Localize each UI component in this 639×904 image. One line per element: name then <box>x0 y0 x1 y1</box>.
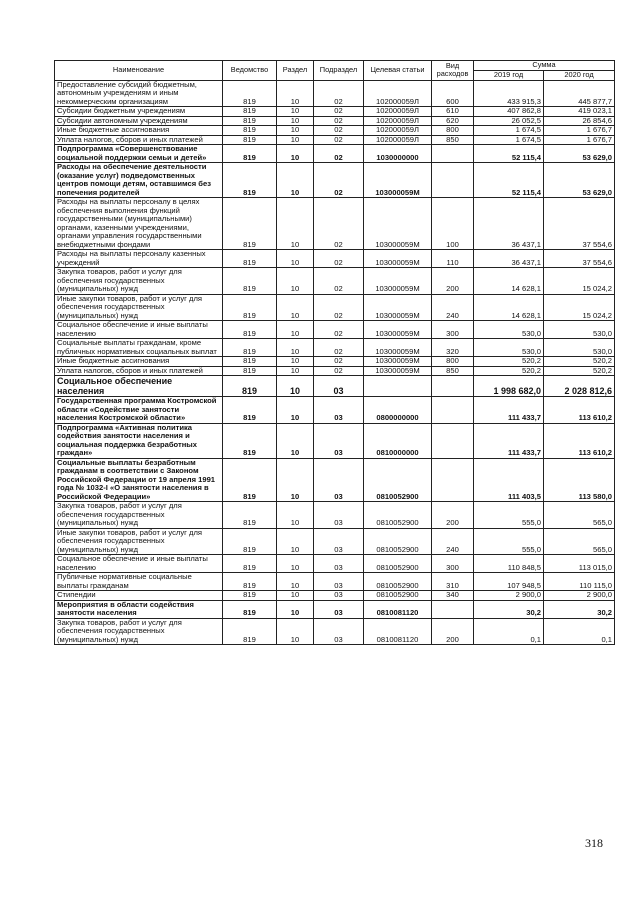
row-subsection: 03 <box>314 502 364 529</box>
row-amount-2019: 14 628,1 <box>474 294 544 321</box>
row-section: 10 <box>277 321 314 339</box>
row-amount-2020: 26 854,6 <box>544 116 615 126</box>
row-subsection: 02 <box>314 250 364 268</box>
row-expense-type: 800 <box>432 357 474 367</box>
row-section: 10 <box>277 145 314 163</box>
row-amount-2019: 52 115,4 <box>474 145 544 163</box>
row-subsection: 03 <box>314 423 364 458</box>
row-name: Социальные выплаты гражданам, кроме публичных нормативных социальных выплат <box>55 339 223 357</box>
row-section: 10 <box>277 618 314 645</box>
row-target-item: 0810052900 <box>364 502 432 529</box>
row-name: Расходы на обеспечение деятельности (оказание услуг) подведомственных центров помощи детям, оставшимся без попечения родителей <box>55 163 223 198</box>
row-amount-2019: 52 115,4 <box>474 163 544 198</box>
row-amount-2019: 111 433,7 <box>474 397 544 424</box>
row-name: Закупка товаров, работ и услуг для обеспечения государственных (муниципальных) нужд <box>55 618 223 645</box>
table-row <box>55 591 615 601</box>
row-subsection: 02 <box>314 198 364 250</box>
row-name: Мероприятия в области содействия занятости населения <box>55 600 223 618</box>
row-subsection: 03 <box>314 376 364 397</box>
row-amount-2020: 445 877,7 <box>544 80 615 107</box>
row-name: Закупка товаров, работ и услуг для обеспечения государственных (муниципальных) нужд <box>55 502 223 529</box>
row-subsection: 02 <box>314 321 364 339</box>
page-number: 318 <box>585 836 603 850</box>
row-target-item: 103000059М <box>364 268 432 295</box>
row-target-item: 102000059Л <box>364 116 432 126</box>
row-name: Социальные выплаты безработным гражданам в соответствии с Законом Российской Федерации от 19 апреля 1991 года № 1032-I «О занятости населения в Российской Федерации» <box>55 458 223 502</box>
table-row <box>55 268 615 295</box>
row-department: 819 <box>223 555 277 573</box>
row-amount-2020: 15 024,2 <box>544 294 615 321</box>
row-expense-type <box>432 145 474 163</box>
row-section: 10 <box>277 600 314 618</box>
row-section: 10 <box>277 339 314 357</box>
table-row <box>55 135 615 145</box>
header-year-2020: 2020 год <box>544 71 615 81</box>
row-section: 10 <box>277 198 314 250</box>
table-row <box>55 366 615 376</box>
row-department: 819 <box>223 423 277 458</box>
row-subsection: 03 <box>314 555 364 573</box>
row-name: Иные бюджетные ассигнования <box>55 126 223 136</box>
row-subsection: 02 <box>314 163 364 198</box>
table-row <box>55 80 615 107</box>
row-subsection: 03 <box>314 528 364 555</box>
row-amount-2019: 555,0 <box>474 502 544 529</box>
table-row <box>55 618 615 645</box>
row-amount-2020: 110 115,0 <box>544 573 615 591</box>
header-target-item: Целевая статьи <box>364 61 432 81</box>
row-expense-type: 300 <box>432 555 474 573</box>
row-department: 819 <box>223 573 277 591</box>
row-expense-type: 110 <box>432 250 474 268</box>
row-target-item: 103000059М <box>364 339 432 357</box>
row-amount-2020: 530,0 <box>544 321 615 339</box>
row-section: 10 <box>277 163 314 198</box>
row-department: 819 <box>223 145 277 163</box>
row-amount-2019: 107 948,5 <box>474 573 544 591</box>
row-name: Закупка товаров, работ и услуг для обеспечения государственных (муниципальных) нужд <box>55 268 223 295</box>
row-section: 10 <box>277 423 314 458</box>
row-section: 10 <box>277 502 314 529</box>
header-year-2019: 2019 год <box>474 71 544 81</box>
row-amount-2020: 53 629,0 <box>544 145 615 163</box>
row-subsection: 03 <box>314 458 364 502</box>
row-department: 819 <box>223 268 277 295</box>
row-amount-2020: 419 023,1 <box>544 107 615 117</box>
row-subsection: 02 <box>314 294 364 321</box>
row-department: 819 <box>223 600 277 618</box>
row-amount-2019: 30,2 <box>474 600 544 618</box>
row-amount-2020: 113 610,2 <box>544 423 615 458</box>
row-target-item: 102000059Л <box>364 126 432 136</box>
budget-table <box>54 60 615 645</box>
table-row <box>55 145 615 163</box>
row-target-item <box>364 376 432 397</box>
row-section: 10 <box>277 573 314 591</box>
row-name: Стипендии <box>55 591 223 601</box>
row-amount-2019: 555,0 <box>474 528 544 555</box>
row-target-item: 0810052900 <box>364 573 432 591</box>
row-expense-type: 340 <box>432 591 474 601</box>
row-expense-type: 320 <box>432 339 474 357</box>
row-department: 819 <box>223 376 277 397</box>
row-expense-type: 310 <box>432 573 474 591</box>
row-name: Социальное обеспечение населения <box>55 376 223 397</box>
row-amount-2019: 111 403,5 <box>474 458 544 502</box>
row-department: 819 <box>223 321 277 339</box>
row-expense-type <box>432 376 474 397</box>
row-section: 10 <box>277 116 314 126</box>
row-target-item: 0800000000 <box>364 397 432 424</box>
row-name: Государственная программа Костромской области «Содействие занятости населения Костромской области» <box>55 397 223 424</box>
row-subsection: 02 <box>314 107 364 117</box>
row-amount-2020: 113 015,0 <box>544 555 615 573</box>
table-row <box>55 163 615 198</box>
table-row <box>55 397 615 424</box>
row-section: 10 <box>277 294 314 321</box>
row-expense-type: 850 <box>432 135 474 145</box>
row-department: 819 <box>223 357 277 367</box>
row-amount-2019: 26 052,5 <box>474 116 544 126</box>
row-department: 819 <box>223 107 277 117</box>
row-department: 819 <box>223 502 277 529</box>
row-subsection: 03 <box>314 600 364 618</box>
row-target-item: 103000059М <box>364 163 432 198</box>
row-department: 819 <box>223 339 277 357</box>
row-department: 819 <box>223 294 277 321</box>
row-expense-type <box>432 397 474 424</box>
table-row <box>55 357 615 367</box>
row-expense-type <box>432 458 474 502</box>
row-name: Публичные нормативные социальные выплаты гражданам <box>55 573 223 591</box>
row-section: 10 <box>277 357 314 367</box>
row-amount-2020: 520,2 <box>544 357 615 367</box>
row-section: 10 <box>277 555 314 573</box>
header-amount: Сумма <box>474 61 615 71</box>
row-subsection: 03 <box>314 573 364 591</box>
header-subsection: Подраздел <box>314 61 364 81</box>
row-target-item: 102000059Л <box>364 107 432 117</box>
row-target-item: 103000059М <box>364 321 432 339</box>
row-expense-type <box>432 163 474 198</box>
row-name: Субсидии бюджетным учреждениям <box>55 107 223 117</box>
row-name: Иные бюджетные ассигнования <box>55 357 223 367</box>
row-amount-2019: 110 848,5 <box>474 555 544 573</box>
row-name: Социальное обеспечение и иные выплаты населению <box>55 555 223 573</box>
row-expense-type <box>432 423 474 458</box>
row-amount-2019: 1 998 682,0 <box>474 376 544 397</box>
row-amount-2020: 113 610,2 <box>544 397 615 424</box>
table-row <box>55 573 615 591</box>
row-department: 819 <box>223 80 277 107</box>
row-name: Расходы на выплаты персоналу в целях обеспечения выполнения функций государственными (муниципальными) органами, казенными учреждениями, органами управления государственными внебюджетными фондами <box>55 198 223 250</box>
row-expense-type: 200 <box>432 618 474 645</box>
row-amount-2019: 1 674,5 <box>474 135 544 145</box>
table-row <box>55 528 615 555</box>
table-row <box>55 458 615 502</box>
row-target-item: 0810052900 <box>364 591 432 601</box>
row-amount-2020: 30,2 <box>544 600 615 618</box>
table-row <box>55 126 615 136</box>
row-section: 10 <box>277 250 314 268</box>
row-target-item: 103000059М <box>364 366 432 376</box>
row-department: 819 <box>223 528 277 555</box>
row-target-item: 0810052900 <box>364 555 432 573</box>
row-section: 10 <box>277 80 314 107</box>
row-expense-type: 850 <box>432 366 474 376</box>
row-target-item: 102000059Л <box>364 135 432 145</box>
table-row <box>55 198 615 250</box>
row-department: 819 <box>223 126 277 136</box>
row-amount-2020: 2 028 812,6 <box>544 376 615 397</box>
row-department: 819 <box>223 198 277 250</box>
row-subsection: 02 <box>314 366 364 376</box>
row-expense-type: 240 <box>432 528 474 555</box>
row-section: 10 <box>277 135 314 145</box>
row-subsection: 02 <box>314 80 364 107</box>
row-amount-2020: 113 580,0 <box>544 458 615 502</box>
table-row <box>55 116 615 126</box>
row-target-item: 0810000000 <box>364 423 432 458</box>
row-subsection: 02 <box>314 145 364 163</box>
table-row <box>55 294 615 321</box>
row-section: 10 <box>277 458 314 502</box>
row-expense-type: 620 <box>432 116 474 126</box>
row-department: 819 <box>223 591 277 601</box>
row-amount-2019: 520,2 <box>474 357 544 367</box>
row-target-item: 1030000000 <box>364 145 432 163</box>
table-row <box>55 376 615 397</box>
row-target-item: 102000059Л <box>364 80 432 107</box>
row-amount-2019: 433 915,3 <box>474 80 544 107</box>
row-name: Социальное обеспечение и иные выплаты населению <box>55 321 223 339</box>
row-subsection: 02 <box>314 339 364 357</box>
row-department: 819 <box>223 397 277 424</box>
row-subsection: 03 <box>314 618 364 645</box>
row-department: 819 <box>223 618 277 645</box>
table-row <box>55 555 615 573</box>
row-amount-2020: 520,2 <box>544 366 615 376</box>
row-amount-2020: 1 676,7 <box>544 135 615 145</box>
row-department: 819 <box>223 250 277 268</box>
header-department: Ведомство <box>223 61 277 81</box>
row-amount-2019: 36 437,1 <box>474 250 544 268</box>
row-section: 10 <box>277 397 314 424</box>
row-amount-2019: 111 433,7 <box>474 423 544 458</box>
row-section: 10 <box>277 107 314 117</box>
row-department: 819 <box>223 163 277 198</box>
row-subsection: 02 <box>314 268 364 295</box>
header-section: Раздел <box>277 61 314 81</box>
table-row <box>55 423 615 458</box>
row-department: 819 <box>223 116 277 126</box>
row-name: Предоставление субсидий бюджетным, автономным учреждениям и иным некоммерческим организациям <box>55 80 223 107</box>
table-header <box>55 61 615 81</box>
row-name: Уплата налогов, сборов и иных платежей <box>55 135 223 145</box>
row-amount-2020: 2 900,0 <box>544 591 615 601</box>
row-expense-type: 200 <box>432 502 474 529</box>
row-amount-2019: 1 674,5 <box>474 126 544 136</box>
row-amount-2019: 407 862,8 <box>474 107 544 117</box>
table-row <box>55 339 615 357</box>
header-name: Наименование <box>55 61 223 81</box>
row-expense-type: 800 <box>432 126 474 136</box>
row-amount-2019: 0,1 <box>474 618 544 645</box>
row-section: 10 <box>277 376 314 397</box>
row-target-item: 103000059М <box>364 294 432 321</box>
table-row <box>55 321 615 339</box>
row-department: 819 <box>223 458 277 502</box>
row-expense-type: 300 <box>432 321 474 339</box>
row-amount-2019: 530,0 <box>474 321 544 339</box>
row-amount-2020: 565,0 <box>544 502 615 529</box>
row-subsection: 02 <box>314 357 364 367</box>
table-row <box>55 250 615 268</box>
row-amount-2020: 37 554,6 <box>544 198 615 250</box>
row-section: 10 <box>277 591 314 601</box>
row-subsection: 03 <box>314 397 364 424</box>
row-amount-2020: 565,0 <box>544 528 615 555</box>
row-section: 10 <box>277 126 314 136</box>
row-target-item: 0810052900 <box>364 458 432 502</box>
row-amount-2020: 0,1 <box>544 618 615 645</box>
table-body <box>55 80 615 645</box>
row-section: 10 <box>277 528 314 555</box>
row-name: Иные закупки товаров, работ и услуг для обеспечения государственных (муниципальных) нужд <box>55 294 223 321</box>
row-target-item: 103000059М <box>364 357 432 367</box>
row-expense-type: 100 <box>432 198 474 250</box>
row-subsection: 02 <box>314 116 364 126</box>
row-amount-2020: 1 676,7 <box>544 126 615 136</box>
row-subsection: 02 <box>314 126 364 136</box>
row-target-item: 103000059М <box>364 198 432 250</box>
row-section: 10 <box>277 268 314 295</box>
row-expense-type: 240 <box>432 294 474 321</box>
table-row <box>55 502 615 529</box>
row-amount-2019: 14 628,1 <box>474 268 544 295</box>
row-target-item: 0810052900 <box>364 528 432 555</box>
row-amount-2019: 2 900,0 <box>474 591 544 601</box>
row-target-item: 0810081120 <box>364 600 432 618</box>
row-amount-2019: 36 437,1 <box>474 198 544 250</box>
row-department: 819 <box>223 135 277 145</box>
row-target-item: 103000059М <box>364 250 432 268</box>
table-row <box>55 107 615 117</box>
table-row <box>55 600 615 618</box>
row-expense-type: 200 <box>432 268 474 295</box>
row-name: Расходы на выплаты персоналу казенных учреждений <box>55 250 223 268</box>
row-subsection: 03 <box>314 591 364 601</box>
row-amount-2020: 53 629,0 <box>544 163 615 198</box>
header-expense-type: Вид расходов <box>432 61 474 81</box>
row-name: Иные закупки товаров, работ и услуг для обеспечения государственных (муниципальных) нужд <box>55 528 223 555</box>
row-name: Субсидии автономным учреждениям <box>55 116 223 126</box>
row-amount-2019: 520,2 <box>474 366 544 376</box>
row-amount-2020: 15 024,2 <box>544 268 615 295</box>
row-expense-type: 600 <box>432 80 474 107</box>
row-amount-2020: 37 554,6 <box>544 250 615 268</box>
row-target-item: 0810081120 <box>364 618 432 645</box>
row-name: Подпрограмма «Активная политика содействия занятости населения и социальная поддержка безработных граждан» <box>55 423 223 458</box>
row-name: Уплата налогов, сборов и иных платежей <box>55 366 223 376</box>
row-department: 819 <box>223 366 277 376</box>
row-amount-2019: 530,0 <box>474 339 544 357</box>
row-expense-type <box>432 600 474 618</box>
row-subsection: 02 <box>314 135 364 145</box>
row-expense-type: 610 <box>432 107 474 117</box>
row-name: Подпрограмма «Совершенствование социальной поддержки семьи и детей» <box>55 145 223 163</box>
row-amount-2020: 530,0 <box>544 339 615 357</box>
row-section: 10 <box>277 366 314 376</box>
